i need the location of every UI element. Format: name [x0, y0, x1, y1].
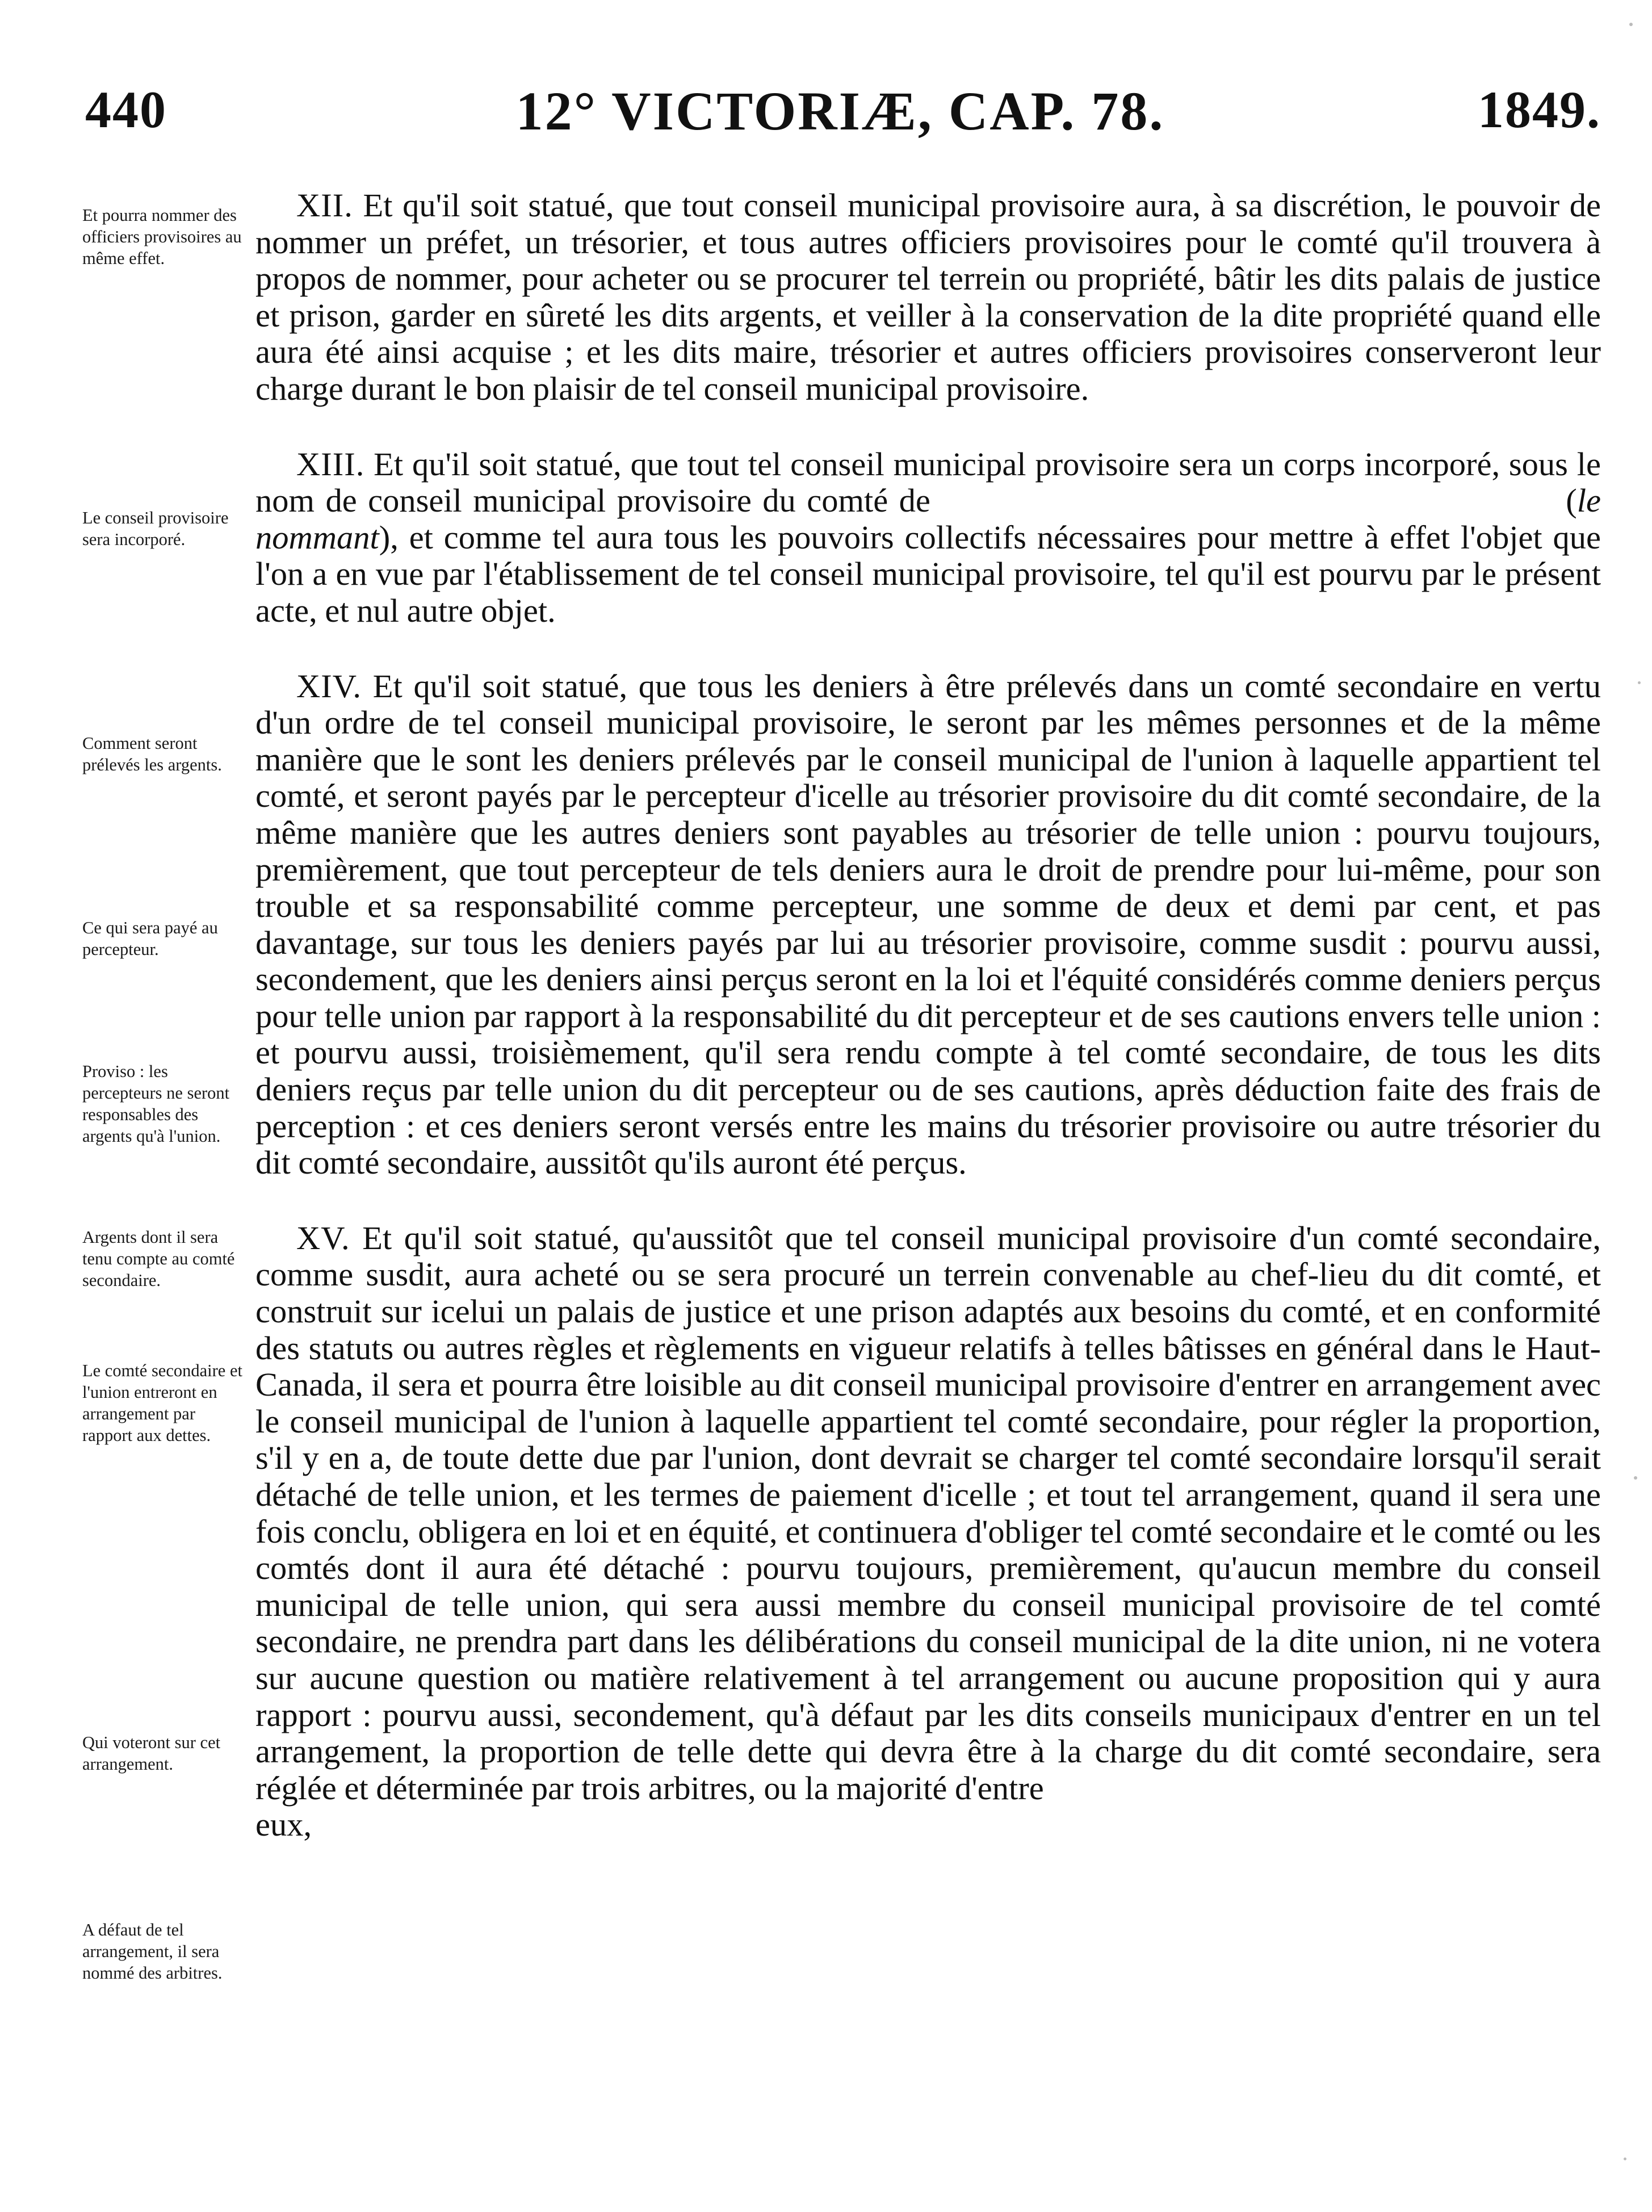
- paper-speck: [1629, 23, 1633, 26]
- paper-speck: [1638, 681, 1641, 684]
- section-label: XII.: [296, 187, 353, 224]
- sidenote-compte: Argents dont il sera tenu compte au comté secondaire.: [82, 1228, 235, 1290]
- year: 1849.: [1478, 81, 1601, 139]
- section-text: Et qu'il soit statué, qu'aussitôt que tel conseil municipal provisoire d'un comté secondaire, comme susdit, aura acheté ou se sera procuré un terrein convenable au chef-lieu du dit comté, et construit sur icelui un palais de justice et une prison adaptés aux besoins du comté, et en conformité des statuts ou autres règles et règlements en vigueur relatifs à telles bâtisses en général dans le Haut-Canada, il sera et pourra être loisible au dit conseil municipal provisoire d'entrer en arrangement avec le conseil municipal de l'union à laquelle appartient tel comté secondaire, pour régler la proportion, s'il y en a, de toute dette due par l'union, dont devrait se charger tel comté secondaire lorsqu'il serait détaché de telle union, et les termes de paiement d'icelle ; et tout tel arrangement, quand il sera une fois conclu, obligera en loi et en équité, et continuera d'obliger tel comté secondaire et le comté ou les comtés dont il aura été détaché : pourvu toujours, premièrement, qu'aucun membre du conseil municipal de telle union, qui sera aussi membre du conseil municipal provisoire de tel comté secondaire, ne prendra part dans les délibérations du conseil municipal de la dite union, ni ne votera sur aucune question ou matière relativement à tel arrangement ou aucune proposition qui y aura rapport : pourvu aussi, secondement, qu'à défaut par les dits conseils municipaux d'entrer en un tel arrangement, la proportion de telle dette qui devra être à la charge du dit comté secondaire, sera réglée et déterminée par trois arbitres, ou la majorité d'entre: [255, 1219, 1601, 1807]
- section-label: XV.: [296, 1219, 350, 1256]
- paper-speck: [1634, 1476, 1637, 1480]
- sidenote-incorpore: Le conseil provisoire sera incorporé.: [82, 508, 229, 549]
- section-italic: le nommant: [255, 482, 1601, 556]
- section-text: Et qu'il soit statué, que tout tel conseil municipal provisoire sera un corps incorporé, sous le nom de conseil municipal provisoire du comté de: [255, 445, 1601, 520]
- sidenote-prelevement: Comment seront prélevés les argents.: [82, 734, 222, 774]
- section-xiv: [255, 668, 1601, 1182]
- section-xiii: XIII. Et qu'il soit statué, que tout tel conseil municipal provisoire sera un corps incorporé, sous le nom de conseil municipal provisoire du comté de (le nommant), et comme tel aura tous les pouvoirs collectifs nécessaires pour mettre à effet l'objet que l'on a en vue par l'établissement de tel conseil municipal provisoire, tel qu'il est pourvu par le présent acte, et nul autre objet.: [255, 445, 1601, 629]
- section-label: XIII.: [296, 445, 365, 483]
- chapter-title: 12° VICTORIÆ, CAP. 78.: [515, 81, 1165, 141]
- section-label: XIV.: [296, 667, 362, 705]
- catchword: eux,: [255, 1806, 312, 1844]
- sidenote-arbitres: A défaut de tel arrangement, il sera nommé des arbitres.: [82, 1920, 223, 1983]
- sidenote-officiers: Et pourra nommer des officiers provisoires au même effet.: [82, 206, 242, 268]
- sidenote-proviso: Proviso : les percepteurs ne seront responsables des argents qu'à l'union.: [82, 1062, 230, 1146]
- section-text: Et qu'il soit statué, que tous les deniers à être prélevés dans un comté secondaire en vertu d'un ordre de tel conseil municipal provisoire, le seront par les mêmes personnes et de la même manière que le sont les deniers prélevés par le conseil municipal de l'union à laquelle appartient tel comté, et seront payés par le percepteur d'icelle au trésorier provisoire du dit comté secondaire, de la même manière que les autres deniers sont payables au trésorier de telle union : pourvu toujours, premièrement, que tout percepteur de tels deniers aura le droit de prendre pour lui-même, pour son trouble et sa responsabilité comme percepteur, une somme de deux et demi par cent, et pas davantage, sur tous les deniers payés par lui au trésorier provisoire, comme susdit : pourvu aussi, secondement, que les deniers ainsi perçus seront en la loi et l'équité considérés comme deniers perçus pour telle union par rapport à la responsabilité du dit percepteur et de ses cautions envers telle union : et pourvu aussi, troisièmement, qu'il sera rendu compte à tel comté secondaire, de tous les dits deniers reçus par telle union du dit percepteur ou de ses cautions, après déduction faite des frais de perception : et ces deniers seront versés entre les mains du trésorier provisoire ou autre trésorier du dit comté secondaire, aussitôt qu'ils auront été perçus.: [255, 667, 1601, 1182]
- sidenote-dettes: Le comté secondaire et l'union entreront en arrangement par rapport aux dettes.: [82, 1361, 242, 1445]
- section-xv: [255, 1220, 1601, 1844]
- body-text: [255, 187, 1601, 1844]
- page-number: 440: [85, 81, 167, 139]
- page-header: [79, 79, 1601, 148]
- section-text-cont: ), et comme tel aura tous les pouvoirs collectifs nécessaires pour mettre à effet l'objet que l'on a en vue par l'établissement de tel conseil municipal provisoire, tel qu'il est pourvu par le présent acte, et nul autre objet.: [255, 518, 1601, 629]
- paper-speck: [1624, 2157, 1626, 2160]
- sidenote-percepteur: Ce qui sera payé au percepteur.: [82, 918, 218, 959]
- section-text: Et qu'il soit statué, que tout conseil municipal provisoire aura, à sa discrétion, le pouvoir de nommer un préfet, un trésorier, et tous autres officiers provisoires pour le comté qu'il trouvera à propos de nommer, pour acheter ou se procurer tel terrein ou propriété, bâtir les dits palais de justice et prison, garder en sûreté les dits argents, et veiller à la conservation de la dite propriété quand elle aura été ainsi acquise ; et les dits maire, trésorier et autres officiers provisoires conserveront leur charge durant le bon plaisir de tel conseil municipal provisoire.: [255, 187, 1601, 407]
- sidenote-vote: Qui voteront sur cet arrangement.: [82, 1733, 221, 1774]
- section-xii: [255, 187, 1601, 408]
